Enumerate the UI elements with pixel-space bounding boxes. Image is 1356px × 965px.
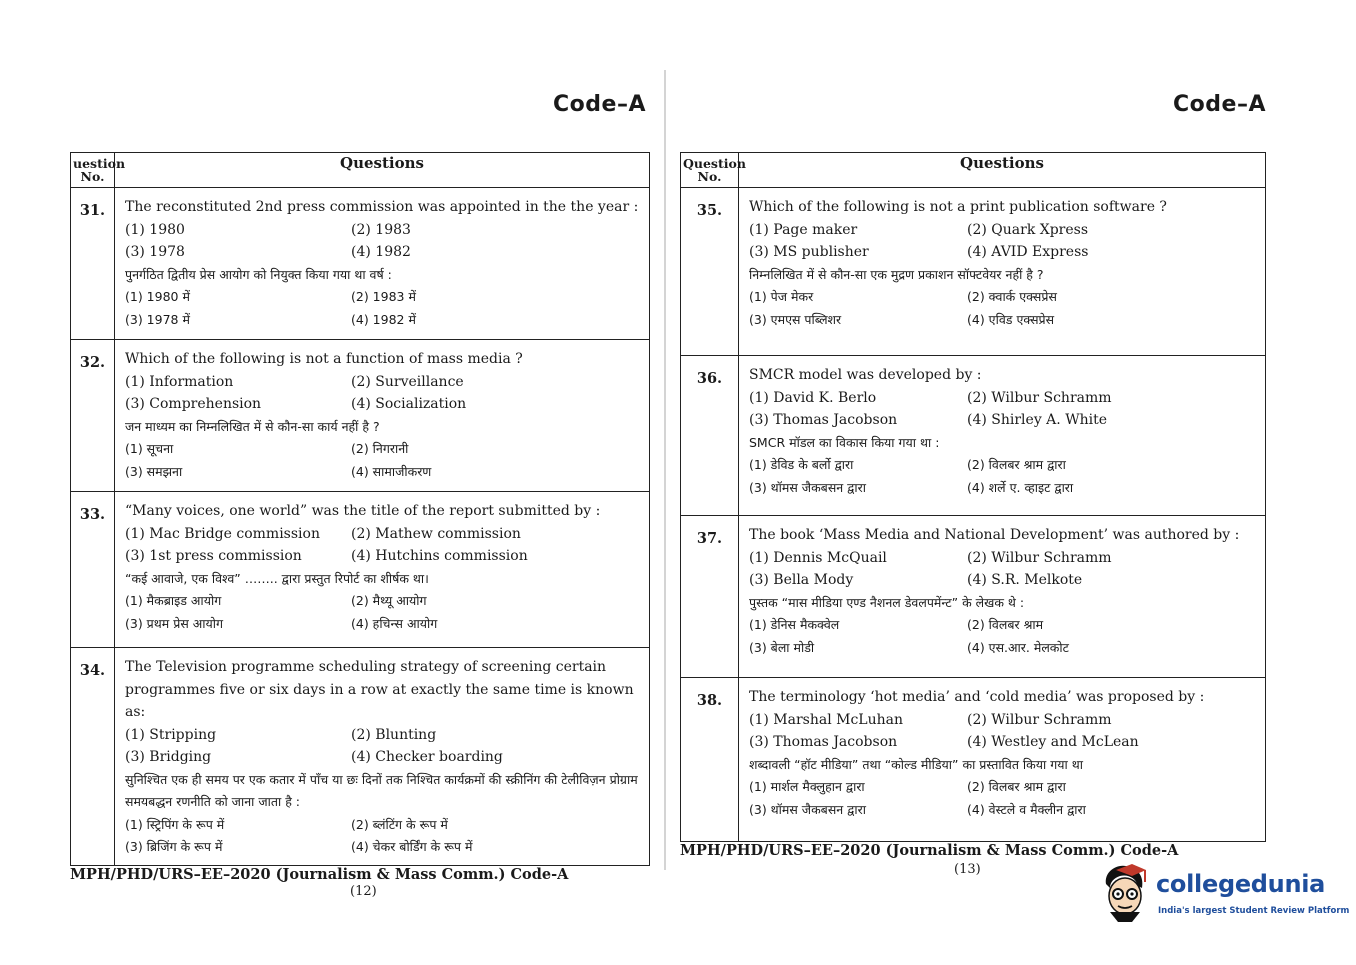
option: (3) थॉमस जैकबसन द्वारा	[749, 801, 866, 817]
question-row	[681, 188, 1266, 356]
option: (1) स्ट्रिपिंग के रूप में	[125, 816, 225, 832]
question-row	[71, 492, 650, 648]
option: (2) 1983	[351, 221, 411, 238]
option: (2) ब्लंटिंग के रूप में	[351, 816, 448, 832]
page-code-label: Code–A	[553, 92, 646, 117]
option: (3) 1st press commission	[125, 548, 302, 564]
questions-table	[680, 152, 1266, 842]
brand-name: collegedunia	[1156, 870, 1326, 898]
options-hi	[749, 454, 1259, 499]
question-row	[71, 340, 650, 492]
question-text-hi: पुस्तक “मास मीडिया एण्ड नैशनल डेवलपमेंन्ट” के लेखक थे :	[749, 594, 1025, 610]
options-hi	[125, 438, 643, 483]
options-hi	[749, 776, 1259, 821]
question-text-en: The book ‘Mass Media and National Development’ was authored by :	[749, 527, 1240, 543]
option: (4) Shirley A. White	[967, 412, 1107, 428]
question-text-en: Which of the following is not a print publication software ?	[749, 199, 1167, 215]
option: (4) शर्ले ए. व्हाइट द्वारा	[967, 479, 1074, 495]
question-text-hi: “कई आवाजे, एक विश्व” …….. द्वारा प्रस्तुत रिपोर्ट का शीर्षक था।	[125, 570, 429, 586]
page-footer: MPH/PHD/URS–EE–2020 (Journalism & Mass Comm.) Code-A	[70, 866, 569, 883]
option: (2) विलबर श्राम द्वारा	[967, 779, 1066, 794]
question-no-header: Question No.	[681, 153, 739, 188]
brand-tagline: India's largest Student Review Platform	[1158, 906, 1350, 916]
option: (2) Mathew commission	[351, 525, 521, 542]
question-text-hi: निम्नलिखित में से कौन-सा एक मुद्रण प्रकाशन सॉफ्टवेयर नहीं है ?	[749, 266, 1044, 282]
option: (3) समझना	[125, 463, 183, 479]
option: (1) Information	[125, 373, 234, 390]
option: (2) Wilbur Schramm	[967, 389, 1112, 406]
option: (3) थॉमस जैकबसन द्वारा	[749, 479, 866, 495]
question-no-header: uestion No.	[71, 153, 115, 188]
option: (4) Hutchins commission	[351, 548, 528, 564]
student-mascot-icon	[1098, 862, 1150, 924]
question-row	[681, 516, 1266, 678]
options-en	[125, 219, 643, 264]
collegedunia-logo	[1098, 858, 1350, 930]
option: (3) एमएस पब्लिशर	[749, 311, 842, 327]
questions-header: Questions	[115, 153, 650, 188]
option: (1) Marshal McLuhan	[749, 711, 903, 728]
option: (1) डेनिस मैकक्वेल	[749, 617, 840, 632]
question-body	[739, 678, 1266, 842]
option: (4) हचिन्स आयोग	[351, 615, 438, 631]
option: (1) Mac Bridge commission	[125, 525, 320, 542]
option: (3) Bridging	[125, 749, 212, 765]
option: (4) Checker boarding	[351, 749, 503, 765]
option: (1) पेज मेकर	[749, 289, 814, 304]
option: (1) Dennis McQuail	[749, 549, 887, 566]
option: (2) निगरानी	[351, 441, 409, 456]
options-en	[125, 371, 643, 416]
option: (2) विलबर श्राम द्वारा	[967, 457, 1066, 472]
option: (3) Thomas Jacobson	[749, 734, 898, 750]
options-hi	[749, 286, 1259, 331]
options-en	[749, 387, 1259, 432]
option: (1) 1980 में	[125, 289, 190, 304]
option: (4) एविड एक्सप्रेस	[967, 311, 1055, 327]
option: (4) सामाजीकरण	[351, 463, 432, 479]
right-page	[680, 0, 1270, 965]
option: (1) मैकब्राइड आयोग	[125, 593, 222, 608]
table-header	[681, 153, 1266, 188]
option: (1) David K. Berlo	[749, 389, 877, 406]
question-text-en: Which of the following is not a function of mass media ?	[125, 351, 523, 367]
options-en	[749, 547, 1259, 592]
option: (2) मैथ्यू आयोग	[351, 593, 427, 608]
option: (4) AVID Express	[967, 244, 1089, 260]
question-body	[115, 340, 650, 492]
page-footer: MPH/PHD/URS–EE–2020 (Journalism & Mass Comm.) Code-A	[680, 842, 1179, 859]
options-hi	[749, 614, 1259, 659]
question-body	[739, 356, 1266, 516]
option: (4) S.R. Melkote	[967, 572, 1083, 588]
question-number: 35.	[681, 188, 739, 356]
option: (4) चेकर बोर्डिंग के रूप में	[351, 839, 473, 854]
question-body	[115, 492, 650, 648]
option: (3) Bella Mody	[749, 572, 854, 588]
option: (2) Surveillance	[351, 373, 464, 390]
question-number: 32.	[71, 340, 115, 492]
question-body	[115, 648, 650, 866]
option: (1) 1980	[125, 221, 185, 238]
question-row	[681, 356, 1266, 516]
page-code-label: Code–A	[1173, 92, 1266, 117]
options-hi	[125, 286, 643, 331]
question-text-en: “Many voices, one world” was the title of the report submitted by :	[125, 503, 601, 519]
question-body	[739, 188, 1266, 356]
option: (3) 1978 में	[125, 311, 190, 327]
option: (4) 1982 में	[351, 311, 416, 327]
question-text-en: The reconstituted 2nd press commission was appointed in the the year :	[125, 199, 639, 215]
question-row	[71, 648, 650, 866]
left-page	[70, 0, 654, 965]
option: (4) वेस्टले व मैक्लीन द्वारा	[967, 801, 1086, 817]
question-text-en: The Television programme scheduling strategy of screening certain programmes five or six days in a row at exactly the same time is known as:	[125, 659, 634, 720]
option: (2) Blunting	[351, 726, 437, 743]
options-hi	[125, 814, 643, 859]
question-text-en: SMCR model was developed by :	[749, 367, 982, 383]
questions-header: Questions	[739, 153, 1266, 188]
option: (4) Socialization	[351, 396, 467, 412]
option: (4) एस.आर. मेलकोट	[967, 639, 1069, 655]
option: (2) Quark Xpress	[967, 221, 1089, 238]
option: (2) Wilbur Schramm	[967, 711, 1112, 728]
question-row	[71, 188, 650, 340]
option: (3) 1978	[125, 244, 185, 260]
option: (3) Comprehension	[125, 396, 262, 412]
option: (3) बेला मोडी	[749, 639, 815, 655]
options-en	[125, 523, 643, 568]
page-fold-divider	[664, 70, 666, 870]
options-en	[749, 709, 1259, 754]
question-number: 33.	[71, 492, 115, 648]
question-text-hi: जन माध्यम का निम्नलिखित में से कौन-सा कार्य नहीं है ?	[125, 418, 380, 434]
option: (3) प्रथम प्रेस आयोग	[125, 615, 224, 631]
page-number: (12)	[350, 884, 377, 899]
questions-table	[70, 152, 650, 866]
option: (1) मार्शल मैक्लुहान द्वारा	[749, 779, 865, 794]
options-en	[125, 724, 643, 769]
option: (3) Thomas Jacobson	[749, 412, 898, 428]
option: (2) विलबर श्राम	[967, 617, 1044, 632]
option: (2) क्वार्क एक्सप्रेस	[967, 289, 1057, 304]
question-text-hi: पुनर्गठित द्वितीय प्रेस आयोग को नियुक्त किया गया था वर्ष :	[125, 266, 392, 282]
question-text-hi: SMCR मॉडल का विकास किया गया था :	[749, 434, 940, 450]
option: (3) MS publisher	[749, 244, 869, 260]
options-hi	[125, 590, 643, 635]
option: (4) Westley and McLean	[967, 734, 1139, 750]
option: (4) 1982	[351, 244, 411, 260]
question-number: 34.	[71, 648, 115, 866]
question-text-en: The terminology ‘hot media’ and ‘cold media’ was proposed by :	[749, 689, 1205, 705]
option: (3) ब्रिजिंग के रूप में	[125, 839, 223, 854]
question-number: 36.	[681, 356, 739, 516]
question-body	[115, 188, 650, 340]
question-number: 37.	[681, 516, 739, 678]
question-row	[681, 678, 1266, 842]
question-number: 31.	[71, 188, 115, 340]
question-text-hi: सुनिश्चित एक ही समय पर एक कतार में पाँच या छः दिनों तक निश्चित कार्यक्रमों की स्क्रीनिंग की टेलीविज़न प्रोग्राम समयबद्धन रणनीति को जाना जाता है :	[125, 771, 638, 809]
question-text-hi: शब्दावली “हॉट मीडिया” तथा “कोल्ड मीडिया” का प्रस्तावित किया गया था	[749, 756, 1083, 772]
table-header	[71, 153, 650, 188]
option: (1) Page maker	[749, 221, 858, 238]
option: (2) Wilbur Schramm	[967, 549, 1112, 566]
page-number: (13)	[954, 862, 981, 877]
option: (1) डेविड के बर्लो द्वारा	[749, 457, 854, 472]
option: (1) Stripping	[125, 726, 217, 743]
options-en	[749, 219, 1259, 264]
question-body	[739, 516, 1266, 678]
option: (1) सूचना	[125, 441, 174, 456]
question-number: 38.	[681, 678, 739, 842]
option: (2) 1983 में	[351, 289, 416, 304]
